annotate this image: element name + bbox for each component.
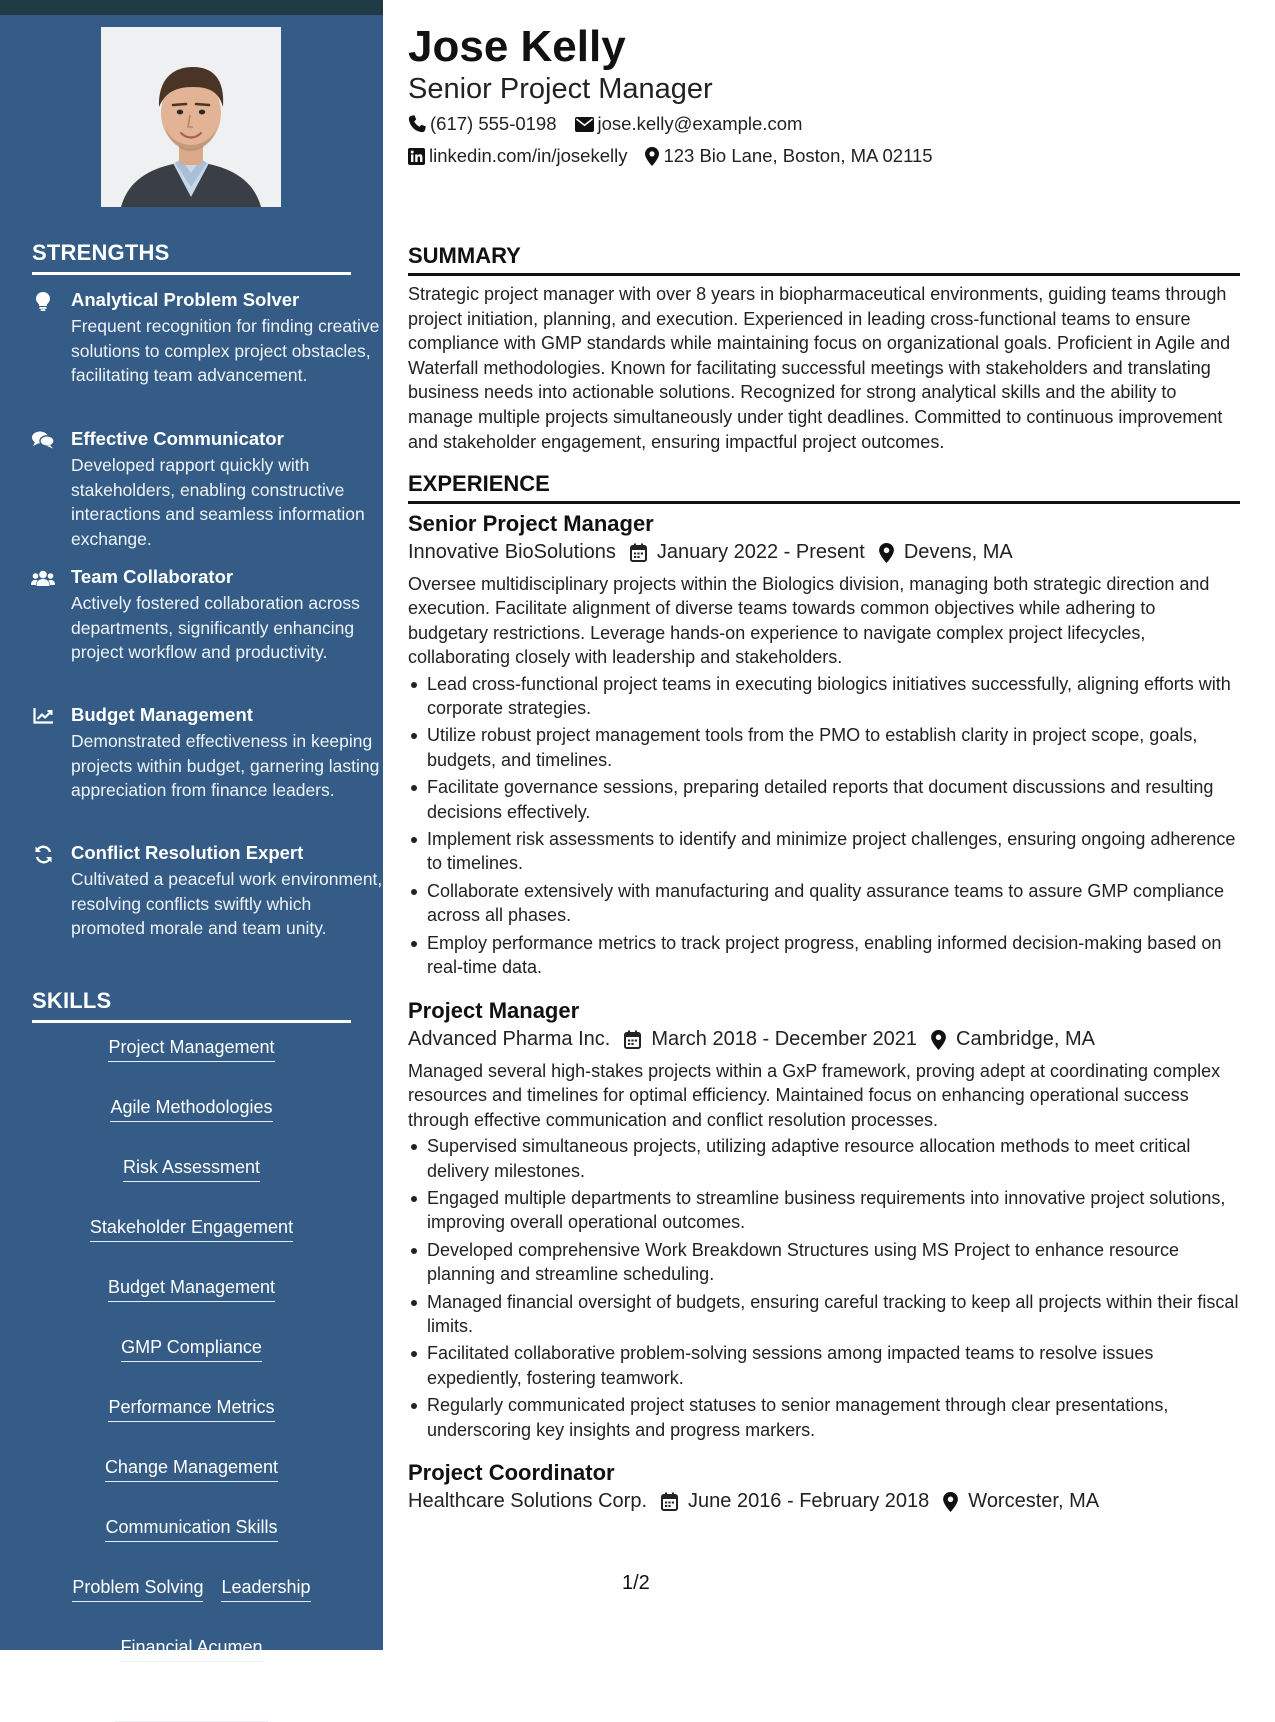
envelope-icon <box>575 117 594 132</box>
strength-description: Cultivated a peaceful work environment, resolving conflicts swiftly which promoted morale and team unity. <box>71 869 383 938</box>
skill-tag: Problem Solving <box>72 1576 203 1602</box>
phone-text: (617) 555-0198 <box>430 113 557 134</box>
skills-list <box>32 1036 351 1722</box>
skill-tag: Interpersonal Skills <box>115 1696 267 1722</box>
sync-icon <box>32 844 54 864</box>
job-location: Worcester, MA <box>968 1490 1100 1512</box>
job-dates-wrap <box>630 541 865 564</box>
strength-title: Team Collaborator <box>71 566 234 587</box>
address-contact <box>645 145 932 167</box>
job-location-wrap <box>879 541 1013 564</box>
skill-tag: Change Management <box>105 1456 278 1482</box>
contact-row <box>408 113 820 135</box>
job-entry <box>408 1460 1240 1513</box>
job-meta <box>408 1490 1240 1513</box>
skill-tag: GMP Compliance <box>121 1336 262 1362</box>
strength-title: Budget Management <box>71 704 253 725</box>
experience-heading: EXPERIENCE <box>408 471 1240 504</box>
calendar-icon <box>624 1030 641 1049</box>
page-number: 1/2 <box>622 1572 650 1594</box>
chart-line-icon <box>32 706 54 726</box>
job-bullet: Utilize robust project management tools from the PMO to establish clarity in project scope, goals, budgets, and timelines. <box>408 723 1240 772</box>
job-bullet: Facilitate governance sessions, preparing detailed reports that document discussions and resulting decisions effectively. <box>408 775 1240 824</box>
job-meta <box>408 1028 1240 1051</box>
phone-icon <box>408 115 426 133</box>
skill-tag: Financial Acumen <box>120 1636 262 1662</box>
job-bullets <box>408 1134 1240 1442</box>
skill-tag: Communication Skills <box>105 1516 277 1542</box>
email-contact[interactable] <box>575 113 803 135</box>
job-dates-wrap <box>661 1490 929 1513</box>
job-title: Project Manager <box>408 998 580 1023</box>
job-location-wrap <box>943 1490 1099 1513</box>
job-bullet: Facilitated collaborative problem-solving sessions among impacted teams to resolve issues expediently, fostering teamwork. <box>408 1341 1240 1390</box>
job-company: Healthcare Solutions Corp. <box>408 1490 648 1512</box>
map-marker-icon <box>931 1030 946 1050</box>
strength-description: Demonstrated effectiveness in keeping projects within budget, garnering lasting appreciation from finance leaders. <box>71 731 380 800</box>
email-text: jose.kelly@example.com <box>597 113 803 134</box>
job-bullet: Implement risk assessments to identify and minimize project challenges, ensuring ongoing adherence to timelines. <box>408 827 1240 876</box>
job-meta <box>408 541 1240 564</box>
map-marker-icon <box>943 1492 958 1512</box>
phone-contact[interactable] <box>408 113 557 135</box>
job-company: Advanced Pharma Inc. <box>408 1028 611 1050</box>
strength-title: Conflict Resolution Expert <box>71 842 304 863</box>
candidate-name: Jose Kelly <box>408 22 626 71</box>
contact-row <box>408 145 951 167</box>
job-dates: June 2016 - February 2018 <box>688 1490 930 1512</box>
skill-tag: Budget Management <box>108 1276 275 1302</box>
strengths-heading: STRENGTHS <box>32 240 351 275</box>
users-icon <box>32 568 54 588</box>
job-bullet: Regularly communicated project statuses to senior management through clear presentations, underscoring key insights and progress markers. <box>408 1393 1240 1442</box>
sidebar <box>0 0 383 1717</box>
skill-tag: Risk Assessment <box>123 1156 260 1182</box>
job-entry <box>408 998 1240 1445</box>
skill-tag: Stakeholder Engagement <box>90 1216 293 1242</box>
summary-heading: SUMMARY <box>408 243 1240 276</box>
job-dates-wrap <box>624 1028 917 1051</box>
skill-tag: Leadership <box>221 1576 310 1602</box>
job-title: Senior Project Manager <box>408 511 654 536</box>
strength-title: Effective Communicator <box>71 428 284 449</box>
skills-heading: SKILLS <box>32 988 351 1023</box>
skill-tag: Project Management <box>108 1036 274 1062</box>
job-title: Project Coordinator <box>408 1460 615 1485</box>
job-bullet: Supervised simultaneous projects, utilizing adaptive resource allocation methods to meet critical delivery milestones. <box>408 1134 1240 1183</box>
job-bullet: Lead cross-functional project teams in executing biologics initiatives successfully, aligning efforts with corporate strategies. <box>408 672 1240 721</box>
job-dates: March 2018 - December 2021 <box>651 1028 918 1050</box>
strength-description: Frequent recognition for finding creative solutions to complex project obstacles, facilitating team advancement. <box>71 316 380 385</box>
address-text: 123 Bio Lane, Boston, MA 02115 <box>663 145 933 166</box>
job-location: Cambridge, MA <box>956 1028 1095 1050</box>
skill-tag: Agile Methodologies <box>110 1096 272 1122</box>
skill-tag: Performance Metrics <box>108 1396 274 1422</box>
job-bullets <box>408 672 1240 980</box>
job-bullet: Developed comprehensive Work Breakdown Structures using MS Project to enhance resource planning and streamline scheduling. <box>408 1238 1240 1287</box>
profile-photo <box>101 27 281 207</box>
strength-description: Developed rapport quickly with stakeholders, enabling constructive interactions and seamless information exchange. <box>71 455 365 549</box>
linkedin-contact[interactable] <box>408 145 627 167</box>
job-bullet: Engaged multiple departments to streamline business requirements into innovative project solutions, improving overall operational outcomes. <box>408 1186 1240 1235</box>
summary-text: Strategic project manager with over 8 years in biopharmaceutical environments, guiding teams through project initiation, planning, and execution. Experienced in leading cross-functional teams to ensure compliance with GMP standards while maintaining focus on organizational goals. Proficient in Agile and Waterfall methodologies. Known for facilitating successful meetings with stakeholders and translating business needs into actionable solutions. Recognized for strong analytical skills and the ability to manage multiple projects simultaneously under tight deadlines. Committed to continuous improvement and stakeholder engagement, ensuring impactful project outcomes. <box>408 284 1231 452</box>
map-marker-icon <box>879 543 894 563</box>
job-company: Innovative BioSolutions <box>408 541 616 563</box>
job-bullet: Collaborate extensively with manufacturing and quality assurance teams to assure GMP compliance across all phases. <box>408 879 1240 928</box>
job-description: Oversee multidisciplinary projects within the Biologics division, managing both strategic direction and execution. Facilitate alignment of diverse teams towards common objectives while adhering to budgetary restrictions. Leverage hands-on experience to navigate complex project lifecycles, collaborating closely with leadership and stakeholders. <box>408 574 1210 668</box>
job-dates: January 2022 - Present <box>656 541 865 563</box>
job-bullet: Employ performance metrics to track project progress, enabling informed decision-making based on real-time data. <box>408 931 1240 980</box>
job-entry <box>408 511 1240 983</box>
calendar-icon <box>630 543 647 562</box>
lightbulb-icon <box>32 291 54 311</box>
calendar-icon <box>661 1492 678 1511</box>
comments-icon <box>32 430 54 450</box>
strength-title: Analytical Problem Solver <box>71 289 300 310</box>
job-location-wrap <box>931 1028 1095 1051</box>
job-description: Managed several high-stakes projects within a GxP framework, proving adept at coordinating complex resources and timelines for optimal efficiency. Maintained focus on enhancing operational success through effective communication and conflict resolution processes. <box>408 1061 1221 1130</box>
sidebar-top-bar <box>0 0 383 15</box>
job-bullet: Managed financial oversight of budgets, ensuring careful tracking to keep all projects within their fiscal limits. <box>408 1290 1240 1339</box>
candidate-title: Senior Project Manager <box>408 73 713 105</box>
strength-description: Actively fostered collaboration across departments, significantly enhancing project workflow and productivity. <box>71 593 360 662</box>
linkedin-text: linkedin.com/in/josekelly <box>429 145 628 166</box>
linkedin-icon <box>408 148 425 165</box>
map-marker-icon <box>645 147 659 166</box>
job-location: Devens, MA <box>903 541 1013 563</box>
